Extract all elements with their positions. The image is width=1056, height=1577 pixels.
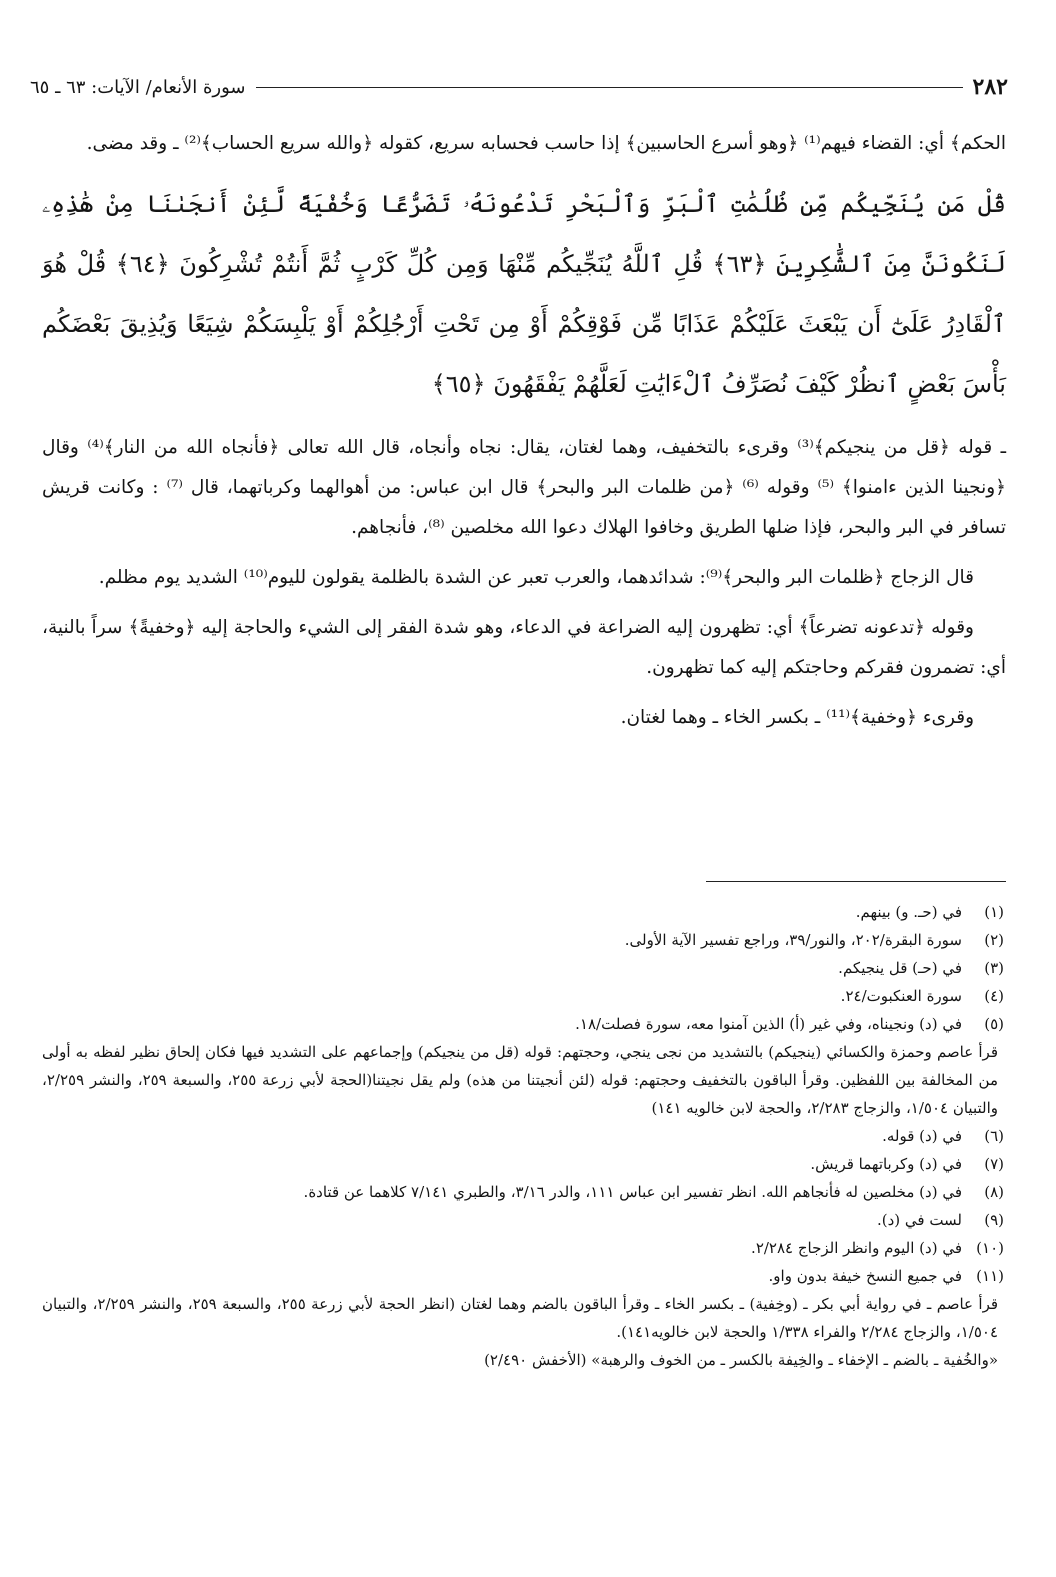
footnote-7 <box>42 1150 1004 1178</box>
footnote-text: قرأ عاصم وحمزة والكسائي (ينجيكم) بالتشديد من نجى ينجي، وحجتهم: قوله (قل من ينجيكم) وإجماعهم على التشديد فيها فكان إلحاق نظير لفظه به أولى من المخالفة بين اللفظين. وقرأ الباقون بالتخفيف وحجتهم: قوله (لئن أنجيتنا من هذه) ولم يقل نجيتنا(الحجة لأبي زرعة ٢٥٥، والسبعة ٢٥٩، والنشر ٢/٢٥٩، والتبيان ١/٥٠٤، والزجاج ٢/٢٨٣، والحجة لابن خالويه ١٤١) <box>42 1043 999 1117</box>
footnote-text: في (د) مخلصين له فأنجاهم الله. انظر تفسير ابن عباس ١١١، والدر ٣/١٦، والطبري ٧/١٤١ كلاهما عن قتادة. <box>303 1183 962 1201</box>
footnote-text: في (حـ. و) بينهم. <box>855 903 962 921</box>
running-title: سورة الأنعام/ الآيات: ٦٣ ـ ٦٥ <box>30 76 246 98</box>
footnote-8 <box>42 1178 1004 1206</box>
header-rule <box>256 87 963 88</box>
footnote-number: (١) <box>984 903 1004 921</box>
commentary-paragraph-1: الحكم﴾ أي: القضاء فيهم⁽¹⁾ ﴿وهو أسرع الحاسبين﴾ إذا حاسب فحسابه سريع، كقوله ﴿والله سريع الحساب﴾⁽²⁾ ـ وقد مضى. <box>86 133 1006 154</box>
footnote-text: في (د) اليوم وانظر الزجاج ٢/٢٨٤. <box>751 1239 962 1257</box>
footnote-9 <box>42 1206 1004 1234</box>
footnote-text: في (حـ) قل ينجيكم. <box>838 959 962 977</box>
footnote-number: (٧) <box>984 1155 1004 1173</box>
footnotes <box>42 898 1004 1374</box>
footnote-text: سورة البقرة/٢٠٢، والنور/٣٩، وراجع تفسير الآية الأولى. <box>624 931 962 949</box>
footnote-number: (١١) <box>976 1267 1004 1285</box>
commentary-paragraph-2: ـ قوله ﴿قل من ينجيكم﴾⁽³⁾ وقرىء بالتخفيف، وهما لغتان، يقال: نجاه وأنجاه، قال الله تعالى ﴿فأنجاه الله من النار﴾⁽⁴⁾ وقال ﴿ونجينا الذين ءامنوا﴾ ⁽⁵⁾ وقوله ⁽⁶⁾ ﴿من ظلمات البر والبحر﴾ قال ابن عباس: من أهوالهما وكرباتهما، قال ⁽⁷⁾ : وكانت قريش تسافر في البر والبحر، فإذا ضلها الطريق وخافوا الهلاك دعوا الله مخلصين ⁽⁸⁾، فأنجاهم. <box>42 437 1006 538</box>
page-number: ٢٨٢ <box>972 74 1008 100</box>
main-text <box>42 124 1006 748</box>
footnote-5 <box>42 1010 1004 1038</box>
footnote-number: (١٠) <box>976 1239 1004 1257</box>
footnote-11 <box>42 1262 1004 1290</box>
footnote-separator <box>706 881 1006 882</box>
footnote-number: (٩) <box>984 1211 1004 1229</box>
footnote-5-continuation <box>42 1038 1004 1122</box>
footnote-2 <box>42 926 1004 954</box>
footnote-text: في جميع النسخ خيفة بدون واو. <box>768 1267 962 1285</box>
footnote-11-continuation <box>42 1290 1004 1346</box>
commentary-paragraph-4: وقوله ﴿تدعونه تضرعاً﴾ أي: تظهرون إليه الضراعة في الدعاء، وهو شدة الفقر إلى الشيء والحاجة إليه ﴿وخفيةً﴾ سراً بالنية، أي: تضمرون فقركم وحاجتكم إليه كما تظهرون. <box>42 617 1006 678</box>
footnote-number: (٤) <box>984 987 1004 1005</box>
footnote-1 <box>42 898 1004 926</box>
footnote-text: في (د) وكرباتهما قريش. <box>810 1155 962 1173</box>
footnote-number: (٣) <box>984 959 1004 977</box>
footnote-10 <box>42 1234 1004 1262</box>
footnote-text: سورة العنكبوت/٢٤. <box>840 987 962 1005</box>
footnote-text: لست في (د). <box>876 1211 962 1229</box>
footnote-text: في (د) قوله. <box>882 1127 962 1145</box>
footnote-text: في (د) ونجيناه، وفي غير (أ) الذين آمنوا معه، سورة فصلت/١٨. <box>575 1015 962 1033</box>
footnote-6 <box>42 1122 1004 1150</box>
footnote-text: قرأ عاصم ـ في رواية أبي بكر ـ (وخِفية) ـ بكسر الخاء ـ وقرأ الباقون بالضم وهما لغتان (انظر الحجة لأبي زرعة ٢٥٥، والسبعة ٢٥٩، والنشر ٢/٢٥٩، والتبيان ١/٥٠٤، والزجاج ٢/٢٨٤ والفراء ١/٣٣٨ والحجة لابن خالويه١٤١). <box>42 1295 999 1341</box>
footnote-4 <box>42 982 1004 1010</box>
quran-verses: قُلْ مَن يُنَجِّيكُم مِّن ظُلُمَٰتِ ٱلْبَرِّ وَٱلْبَحْرِ تَدْعُونَهُۥ تَضَرُّعًا وَخُفْيَةً لَّئِنْ أَنجَىٰنَا مِنْ هَٰذِهِۦ لَنَكُونَنَّ مِنَ ٱلشَّٰكِرِينَ ﴿٦٣﴾ قُلِ ٱللَّهُ يُنَجِّيكُم مِّنْهَا وَمِن كُلِّ كَرْبٍ ثُمَّ أَنتُمْ تُشْرِكُونَ ﴿٦٤﴾ قُلْ هُوَ ٱلْقَادِرُ عَلَىٰٓ أَن يَبْعَثَ عَلَيْكُمْ عَذَابًا مِّن فَوْقِكُمْ أَوْ مِن تَحْتِ أَرْجُلِكُمْ أَوْ يَلْبِسَكُمْ شِيَعًا وَيُذِيقَ بَعْضَكُم بَأْسَ بَعْضٍ ٱنظُرْ كَيْفَ نُصَرِّفُ ٱلْءَايَٰتِ لَعَلَّهُمْ يَفْقَهُونَ ﴿٦٥﴾ <box>42 190 1007 398</box>
footnote-number: (٨) <box>984 1183 1004 1201</box>
footnote-3 <box>42 954 1004 982</box>
footnote-text: «والخُفية ـ بالضم ـ الإخفاء ـ والخِيفة بالكسر ـ من الخوف والرهبة» (الأخفش ٢/٤٩٠) <box>484 1351 998 1369</box>
footnote-number: (٢) <box>984 931 1004 949</box>
footnote-number: (٥) <box>984 1015 1004 1033</box>
page-header <box>30 70 1008 104</box>
footnote-11-quote <box>42 1346 1004 1374</box>
commentary-paragraph-5: وقرىء ﴿وخفية﴾⁽¹¹⁾ ـ بكسر الخاء ـ وهما لغتان. <box>620 707 974 728</box>
footnote-number: (٦) <box>984 1127 1004 1145</box>
commentary-paragraph-3: قال الزجاج ﴿ظلمات البر والبحر﴾⁽⁹⁾: شدائدهما، والعرب تعبر عن الشدة بالظلمة يقولون لليوم⁽¹⁰⁾ الشديد يوم مظلم. <box>98 567 974 588</box>
